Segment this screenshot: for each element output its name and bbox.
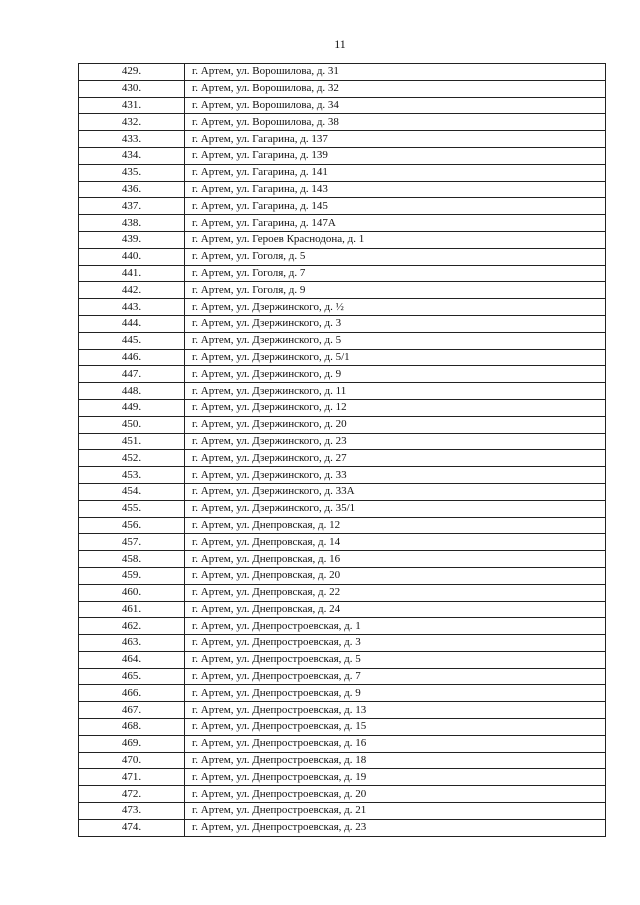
row-address: г. Артем, ул. Днепростроевская, д. 1 xyxy=(185,618,606,635)
row-number: 437. xyxy=(79,198,185,215)
table-row xyxy=(79,450,606,467)
table-row xyxy=(79,719,606,736)
row-number: 469. xyxy=(79,735,185,752)
table-row xyxy=(79,349,606,366)
row-number: 467. xyxy=(79,702,185,719)
row-number: 446. xyxy=(79,349,185,366)
row-address: г. Артем, ул. Дзержинского, д. 27 xyxy=(185,450,606,467)
row-number: 472. xyxy=(79,786,185,803)
row-address: г. Артем, ул. Дзержинского, д. 5/1 xyxy=(185,349,606,366)
row-address: г. Артем, ул. Днепростроевская, д. 18 xyxy=(185,752,606,769)
row-number: 447. xyxy=(79,366,185,383)
table-row xyxy=(79,97,606,114)
row-address: г. Артем, ул. Днепровская, д. 22 xyxy=(185,584,606,601)
table-row xyxy=(79,534,606,551)
row-number: 457. xyxy=(79,534,185,551)
table-row xyxy=(79,399,606,416)
row-address: г. Артем, ул. Дзержинского, д. 23 xyxy=(185,433,606,450)
row-number: 465. xyxy=(79,668,185,685)
row-number: 448. xyxy=(79,383,185,400)
table-row xyxy=(79,517,606,534)
row-number: 458. xyxy=(79,551,185,568)
row-number: 438. xyxy=(79,215,185,232)
table-row xyxy=(79,786,606,803)
row-number: 462. xyxy=(79,618,185,635)
row-address: г. Артем, ул. Днепровская, д. 20 xyxy=(185,567,606,584)
row-address: г. Артем, ул. Дзержинского, д. 35/1 xyxy=(185,500,606,517)
row-number: 466. xyxy=(79,685,185,702)
table-row xyxy=(79,248,606,265)
row-address: г. Артем, ул. Гоголя, д. 5 xyxy=(185,248,606,265)
row-address: г. Артем, ул. Ворошилова, д. 32 xyxy=(185,80,606,97)
row-address: г. Артем, ул. Днепростроевская, д. 7 xyxy=(185,668,606,685)
table-row xyxy=(79,668,606,685)
row-address: г. Артем, ул. Гагарина, д. 137 xyxy=(185,131,606,148)
table-row xyxy=(79,601,606,618)
row-number: 450. xyxy=(79,416,185,433)
row-address: г. Артем, ул. Гагарина, д. 147А xyxy=(185,215,606,232)
row-address: г. Артем, ул. Днепростроевская, д. 23 xyxy=(185,819,606,836)
row-number: 429. xyxy=(79,64,185,81)
row-number: 436. xyxy=(79,181,185,198)
row-number: 440. xyxy=(79,248,185,265)
row-number: 470. xyxy=(79,752,185,769)
table-row xyxy=(79,64,606,81)
table-row xyxy=(79,366,606,383)
table-row xyxy=(79,551,606,568)
table-row xyxy=(79,735,606,752)
row-number: 442. xyxy=(79,282,185,299)
row-number: 461. xyxy=(79,601,185,618)
table-row xyxy=(79,332,606,349)
row-address: г. Артем, ул. Гоголя, д. 9 xyxy=(185,282,606,299)
row-address: г. Артем, ул. Днепростроевская, д. 15 xyxy=(185,719,606,736)
row-number: 464. xyxy=(79,651,185,668)
row-number: 459. xyxy=(79,567,185,584)
table-row xyxy=(79,282,606,299)
table-row xyxy=(79,500,606,517)
row-address: г. Артем, ул. Днепростроевская, д. 16 xyxy=(185,735,606,752)
row-number: 432. xyxy=(79,114,185,131)
row-address: г. Артем, ул. Дзержинского, д. ½ xyxy=(185,299,606,316)
row-address: г. Артем, ул. Ворошилова, д. 31 xyxy=(185,64,606,81)
table-row xyxy=(79,383,606,400)
row-number: 473. xyxy=(79,803,185,820)
row-number: 463. xyxy=(79,635,185,652)
row-address: г. Артем, ул. Дзержинского, д. 33А xyxy=(185,483,606,500)
row-address: г. Артем, ул. Гагарина, д. 141 xyxy=(185,164,606,181)
row-number: 444. xyxy=(79,315,185,332)
table-row xyxy=(79,651,606,668)
row-address: г. Артем, ул. Днепростроевская, д. 9 xyxy=(185,685,606,702)
row-address: г. Артем, ул. Героев Краснодона, д. 1 xyxy=(185,231,606,248)
table-row xyxy=(79,198,606,215)
row-number: 439. xyxy=(79,231,185,248)
table-row xyxy=(79,164,606,181)
row-number: 430. xyxy=(79,80,185,97)
row-address: г. Артем, ул. Дзержинского, д. 3 xyxy=(185,315,606,332)
row-address: г. Артем, ул. Дзержинского, д. 20 xyxy=(185,416,606,433)
table-row xyxy=(79,803,606,820)
table-row xyxy=(79,80,606,97)
row-number: 433. xyxy=(79,131,185,148)
row-number: 451. xyxy=(79,433,185,450)
row-number: 443. xyxy=(79,299,185,316)
table-row xyxy=(79,702,606,719)
table-row xyxy=(79,433,606,450)
row-address: г. Артем, ул. Днепростроевская, д. 21 xyxy=(185,803,606,820)
table-row xyxy=(79,819,606,836)
row-address: г. Артем, ул. Гоголя, д. 7 xyxy=(185,265,606,282)
table-row xyxy=(79,231,606,248)
table-row xyxy=(79,769,606,786)
row-number: 468. xyxy=(79,719,185,736)
row-number: 431. xyxy=(79,97,185,114)
row-number: 452. xyxy=(79,450,185,467)
table-row xyxy=(79,299,606,316)
page-number: 11 xyxy=(334,37,346,51)
row-address: г. Артем, ул. Днепростроевская, д. 3 xyxy=(185,635,606,652)
row-number: 434. xyxy=(79,147,185,164)
table-row xyxy=(79,147,606,164)
table-row xyxy=(79,584,606,601)
address-table-body xyxy=(79,64,606,837)
row-address: г. Артем, ул. Гагарина, д. 145 xyxy=(185,198,606,215)
table-row xyxy=(79,181,606,198)
row-number: 453. xyxy=(79,467,185,484)
table-row xyxy=(79,416,606,433)
row-number: 435. xyxy=(79,164,185,181)
table-row xyxy=(79,635,606,652)
table-row xyxy=(79,618,606,635)
row-address: г. Артем, ул. Дзержинского, д. 33 xyxy=(185,467,606,484)
table-row xyxy=(79,685,606,702)
table-row xyxy=(79,467,606,484)
row-address: г. Артем, ул. Ворошилова, д. 34 xyxy=(185,97,606,114)
table-row xyxy=(79,315,606,332)
row-address: г. Артем, ул. Ворошилова, д. 38 xyxy=(185,114,606,131)
table-row xyxy=(79,265,606,282)
row-address: г. Артем, ул. Днепровская, д. 14 xyxy=(185,534,606,551)
row-number: 445. xyxy=(79,332,185,349)
row-number: 454. xyxy=(79,483,185,500)
row-address: г. Артем, ул. Днепростроевская, д. 5 xyxy=(185,651,606,668)
address-table xyxy=(78,63,606,837)
row-number: 474. xyxy=(79,819,185,836)
table-row xyxy=(79,131,606,148)
table-row xyxy=(79,752,606,769)
row-address: г. Артем, ул. Гагарина, д. 139 xyxy=(185,147,606,164)
row-number: 456. xyxy=(79,517,185,534)
table-row xyxy=(79,483,606,500)
row-address: г. Артем, ул. Днепровская, д. 16 xyxy=(185,551,606,568)
table-row xyxy=(79,567,606,584)
table-row xyxy=(79,215,606,232)
row-address: г. Артем, ул. Днепровская, д. 24 xyxy=(185,601,606,618)
row-address: г. Артем, ул. Днепровская, д. 12 xyxy=(185,517,606,534)
row-address: г. Артем, ул. Гагарина, д. 143 xyxy=(185,181,606,198)
row-number: 471. xyxy=(79,769,185,786)
row-address: г. Артем, ул. Днепростроевская, д. 13 xyxy=(185,702,606,719)
row-address: г. Артем, ул. Днепростроевская, д. 20 xyxy=(185,786,606,803)
row-address: г. Артем, ул. Дзержинского, д. 5 xyxy=(185,332,606,349)
row-address: г. Артем, ул. Дзержинского, д. 9 xyxy=(185,366,606,383)
row-number: 455. xyxy=(79,500,185,517)
row-number: 441. xyxy=(79,265,185,282)
row-number: 460. xyxy=(79,584,185,601)
row-address: г. Артем, ул. Дзержинского, д. 11 xyxy=(185,383,606,400)
row-number: 449. xyxy=(79,399,185,416)
row-address: г. Артем, ул. Дзержинского, д. 12 xyxy=(185,399,606,416)
table-row xyxy=(79,114,606,131)
row-address: г. Артем, ул. Днепростроевская, д. 19 xyxy=(185,769,606,786)
